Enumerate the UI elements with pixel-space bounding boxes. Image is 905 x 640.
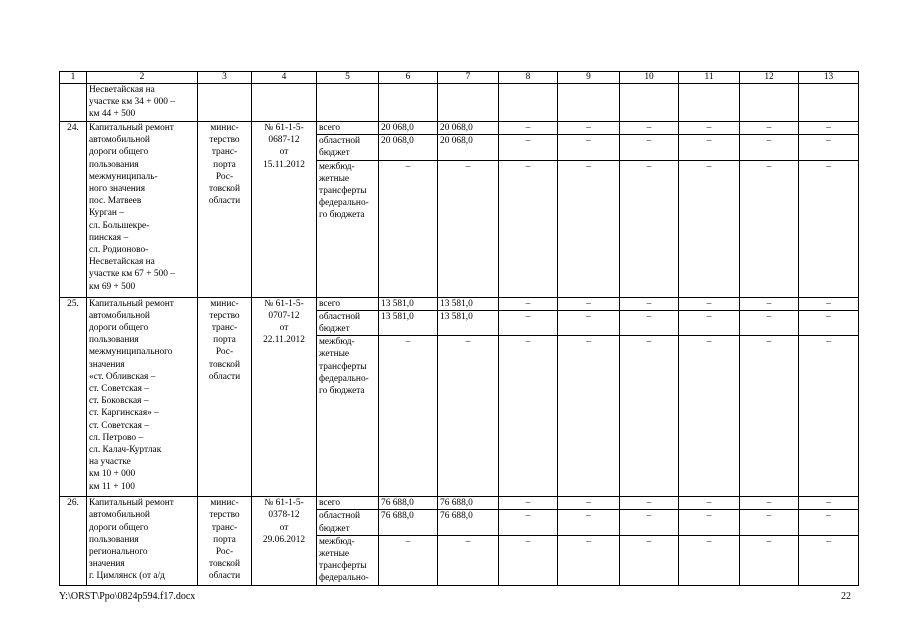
text-line: федерально- (319, 373, 369, 384)
empty-cell (317, 84, 379, 122)
text-line: областной (319, 511, 361, 522)
empty-cell (252, 84, 317, 122)
object-name (87, 84, 198, 122)
amount-year: – (799, 535, 859, 585)
column-number: 5 (317, 72, 379, 84)
amount-2013: 20 068,0 (438, 135, 499, 160)
amount-year: – (620, 336, 679, 497)
text-line: ст. Советская – (89, 420, 150, 431)
amount-year: – (799, 135, 859, 160)
text-line: ного значения (89, 184, 146, 195)
text-line: бюджет (319, 148, 350, 159)
text-line: от (279, 323, 289, 334)
text-line: федерально- (319, 573, 369, 584)
text-line: 15.11.2012 (263, 159, 305, 170)
document-ref (252, 122, 317, 298)
amount-year: – (558, 135, 620, 160)
amount-year: – (740, 135, 799, 160)
text-line: минис- (210, 123, 239, 133)
column-number-row (60, 72, 859, 84)
amount-year: – (620, 135, 679, 160)
text-line: на участке (89, 457, 131, 468)
text-line: области (208, 371, 241, 382)
text-line: № 61-1-5- (264, 298, 304, 309)
text-line: пользования (89, 335, 139, 346)
funding-source (317, 160, 379, 297)
amount-total: – (379, 535, 438, 585)
text-line: значения (89, 359, 125, 370)
text-line: пользования (89, 534, 139, 545)
text-line: областной (319, 136, 361, 147)
amount-year: – (799, 497, 859, 510)
amount-year: – (679, 160, 740, 297)
text-line: Несветайская на (89, 257, 155, 268)
object-name (87, 122, 198, 298)
amount-total: 13 581,0 (379, 310, 438, 335)
empty-cell (679, 84, 740, 122)
text-line: терство (209, 135, 240, 146)
table-row (60, 122, 859, 135)
text-line: значения (89, 559, 125, 570)
text-line: межмуниципального (89, 347, 173, 358)
text-line: сл. Родионово- (89, 245, 149, 256)
text-line: терство (209, 510, 240, 521)
amount-year: – (679, 135, 740, 160)
column-number: 3 (198, 72, 252, 84)
funding-source (317, 135, 379, 160)
text-line: автомобильной (89, 135, 150, 146)
text-line: пользования (89, 159, 139, 170)
amount-year: – (499, 135, 558, 160)
empty-cell (558, 84, 620, 122)
entry-index: 25. (60, 297, 87, 497)
amount-year: – (558, 122, 620, 135)
amount-year: – (620, 160, 679, 297)
document-ref (252, 297, 317, 497)
amount-year: – (499, 336, 558, 497)
amount-year: – (558, 160, 620, 297)
column-number: 13 (799, 72, 859, 84)
text-line: минис- (210, 298, 239, 309)
amount-year: – (558, 535, 620, 585)
text-line: бюджет (319, 523, 350, 534)
amount-year: – (740, 122, 799, 135)
text-line: товской (209, 559, 240, 570)
amount-2013: – (438, 336, 499, 497)
amount-year: – (679, 510, 740, 535)
text-line: г. Цимлянск (от а/д (89, 571, 165, 582)
text-line: трансферты (319, 186, 367, 197)
amount-year: – (499, 497, 558, 510)
text-line: области (208, 196, 241, 207)
text-line: порта (213, 534, 236, 545)
text-line: трансферты (319, 361, 367, 372)
funding-source (317, 310, 379, 335)
text-line: межмуниципаль- (89, 171, 158, 182)
amount-year: – (620, 535, 679, 585)
amount-year: – (499, 510, 558, 535)
amount-year: – (799, 510, 859, 535)
empty-cell (198, 84, 252, 122)
funding-source (317, 336, 379, 497)
text-line: км 44 + 500 (89, 109, 136, 120)
text-line: всего (319, 498, 341, 509)
text-line: 0687-12 (268, 135, 300, 146)
amount-year: – (799, 336, 859, 497)
funding-source (317, 535, 379, 585)
executor (198, 297, 252, 497)
text-line: «ст. Обливская – (89, 371, 156, 382)
table-row (60, 84, 859, 122)
amount-year: – (799, 310, 859, 335)
column-number: 8 (499, 72, 558, 84)
amount-year: – (740, 336, 799, 497)
text-line: транс- (211, 522, 238, 533)
amount-year: – (620, 297, 679, 310)
program-table (59, 71, 859, 586)
text-line: Курган – (89, 208, 124, 219)
text-line: км 11 + 100 (89, 481, 135, 492)
empty-cell (379, 84, 438, 122)
column-number: 2 (87, 72, 198, 84)
text-line: 22.11.2012 (263, 335, 305, 346)
amount-year: – (679, 122, 740, 135)
text-line: ст. Боковская – (89, 396, 149, 407)
amount-year: – (679, 535, 740, 585)
amount-year: – (679, 310, 740, 335)
amount-2013: 20 068,0 (438, 122, 499, 135)
amount-2013: 76 688,0 (438, 510, 499, 535)
amount-year: – (799, 122, 859, 135)
object-name (87, 297, 198, 497)
object-name (87, 497, 198, 585)
text-line: Несветайская на (89, 85, 155, 95)
entry-index: 24. (60, 122, 87, 298)
text-line: области (208, 571, 241, 582)
amount-year: – (558, 297, 620, 310)
text-line: транс- (211, 323, 238, 334)
empty-cell (499, 84, 558, 122)
amount-year: – (499, 297, 558, 310)
amount-year: – (499, 160, 558, 297)
column-number: 6 (379, 72, 438, 84)
text-line: бюджет (319, 324, 350, 335)
amount-2013: 13 581,0 (438, 310, 499, 335)
amount-year: – (499, 122, 558, 135)
text-line: Рос- (215, 547, 234, 558)
amount-year: – (740, 510, 799, 535)
text-line: 0378-12 (268, 510, 300, 521)
amount-year: – (799, 297, 859, 310)
text-line: км 10 + 000 (89, 469, 136, 480)
amount-year: – (499, 310, 558, 335)
empty-cell (60, 84, 87, 122)
amount-year: – (558, 336, 620, 497)
page-number: 22 (841, 591, 851, 602)
text-line: сл. Большекре- (89, 220, 150, 231)
text-line: сл. Калач-Куртлак (89, 445, 162, 456)
entry-index: 26. (60, 497, 87, 585)
text-line: межбюд- (319, 161, 355, 172)
funding-source (317, 297, 379, 310)
amount-2013: 76 688,0 (438, 497, 499, 510)
text-line: трансферты (319, 561, 367, 572)
amount-year: – (620, 510, 679, 535)
amount-year: – (740, 297, 799, 310)
text-line: минис- (210, 498, 239, 509)
text-line: дороги общего (89, 522, 149, 533)
text-line: товской (209, 184, 240, 195)
empty-cell (740, 84, 799, 122)
amount-total: 76 688,0 (379, 510, 438, 535)
text-line: пос. Матвеев (89, 196, 142, 207)
amount-year: – (620, 122, 679, 135)
funding-source (317, 497, 379, 510)
amount-year: – (558, 510, 620, 535)
text-line: го бюджета (319, 210, 365, 221)
text-line: № 61-1-5- (264, 498, 304, 509)
text-line: жетные (319, 549, 350, 560)
text-line: Капитальный ремонт (89, 123, 174, 133)
empty-cell (620, 84, 679, 122)
column-number: 10 (620, 72, 679, 84)
text-line: межбюд- (319, 337, 355, 348)
text-line: Рос- (215, 347, 234, 358)
table-row (60, 497, 859, 510)
text-line: го бюджета (319, 386, 365, 397)
amount-2013: – (438, 160, 499, 297)
text-line: ст. Каргинская» – (89, 408, 159, 419)
text-line: участке км 67 + 500 – (89, 269, 175, 280)
text-line: № 61-1-5- (264, 123, 304, 133)
text-line: транс- (211, 147, 238, 158)
text-line: автомобильной (89, 310, 150, 321)
column-number: 7 (438, 72, 499, 84)
text-line: областной (319, 311, 361, 322)
amount-2013: 13 581,0 (438, 297, 499, 310)
funding-source (317, 122, 379, 135)
column-number: 4 (252, 72, 317, 84)
amount-year: – (620, 497, 679, 510)
text-line: км 69 + 500 (89, 281, 136, 292)
executor (198, 497, 252, 585)
column-number: 9 (558, 72, 620, 84)
amount-total: – (379, 336, 438, 497)
text-line: жетные (319, 173, 350, 184)
funding-source (317, 510, 379, 535)
amount-total: 20 068,0 (379, 122, 438, 135)
table-row (60, 297, 859, 310)
amount-year: – (740, 310, 799, 335)
amount-year: – (679, 297, 740, 310)
amount-year: – (499, 535, 558, 585)
text-line: порта (213, 335, 236, 346)
amount-total: 76 688,0 (379, 497, 438, 510)
amount-2013: – (438, 535, 499, 585)
text-line: Капитальный ремонт (89, 298, 174, 309)
text-line: товской (209, 359, 240, 370)
text-line: регионального (89, 547, 148, 558)
amount-year: – (740, 160, 799, 297)
text-line: дороги общего (89, 147, 149, 158)
column-number: 11 (679, 72, 740, 84)
amount-year: – (679, 497, 740, 510)
amount-year: – (558, 310, 620, 335)
file-path: Y:\ORST\Ppo\0824p594.f17.docx (59, 591, 196, 602)
amount-year: – (679, 336, 740, 497)
amount-year: – (740, 535, 799, 585)
text-line: всего (319, 298, 341, 309)
text-line: порта (213, 159, 236, 170)
column-number: 12 (740, 72, 799, 84)
text-line: Капитальный ремонт (89, 498, 174, 509)
text-line: сл. Петрово – (89, 432, 144, 443)
empty-cell (799, 84, 859, 122)
amount-year: – (620, 310, 679, 335)
document-ref (252, 497, 317, 585)
text-line: Рос- (215, 171, 234, 182)
text-line: от (279, 522, 289, 533)
text-line: межбюд- (319, 536, 355, 547)
text-line: ст. Советская – (89, 384, 150, 395)
amount-total: 20 068,0 (379, 135, 438, 160)
amount-total: 13 581,0 (379, 297, 438, 310)
amount-year: – (558, 497, 620, 510)
empty-cell (438, 84, 499, 122)
column-number: 1 (60, 72, 87, 84)
text-line: 29.06.2012 (262, 534, 306, 545)
text-line: автомобильной (89, 510, 150, 521)
amount-year: – (799, 160, 859, 297)
text-line: всего (319, 123, 341, 133)
text-line: жетные (319, 349, 350, 360)
text-line: федерально- (319, 198, 369, 209)
text-line: участке км 34 + 000 – (89, 97, 175, 108)
text-line: терство (209, 310, 240, 321)
text-line: от (279, 147, 289, 158)
text-line: пинская – (89, 232, 129, 243)
text-line: 0707-12 (268, 310, 300, 321)
text-line: дороги общего (89, 323, 149, 334)
amount-year: – (740, 497, 799, 510)
amount-total: – (379, 160, 438, 297)
executor (198, 122, 252, 298)
